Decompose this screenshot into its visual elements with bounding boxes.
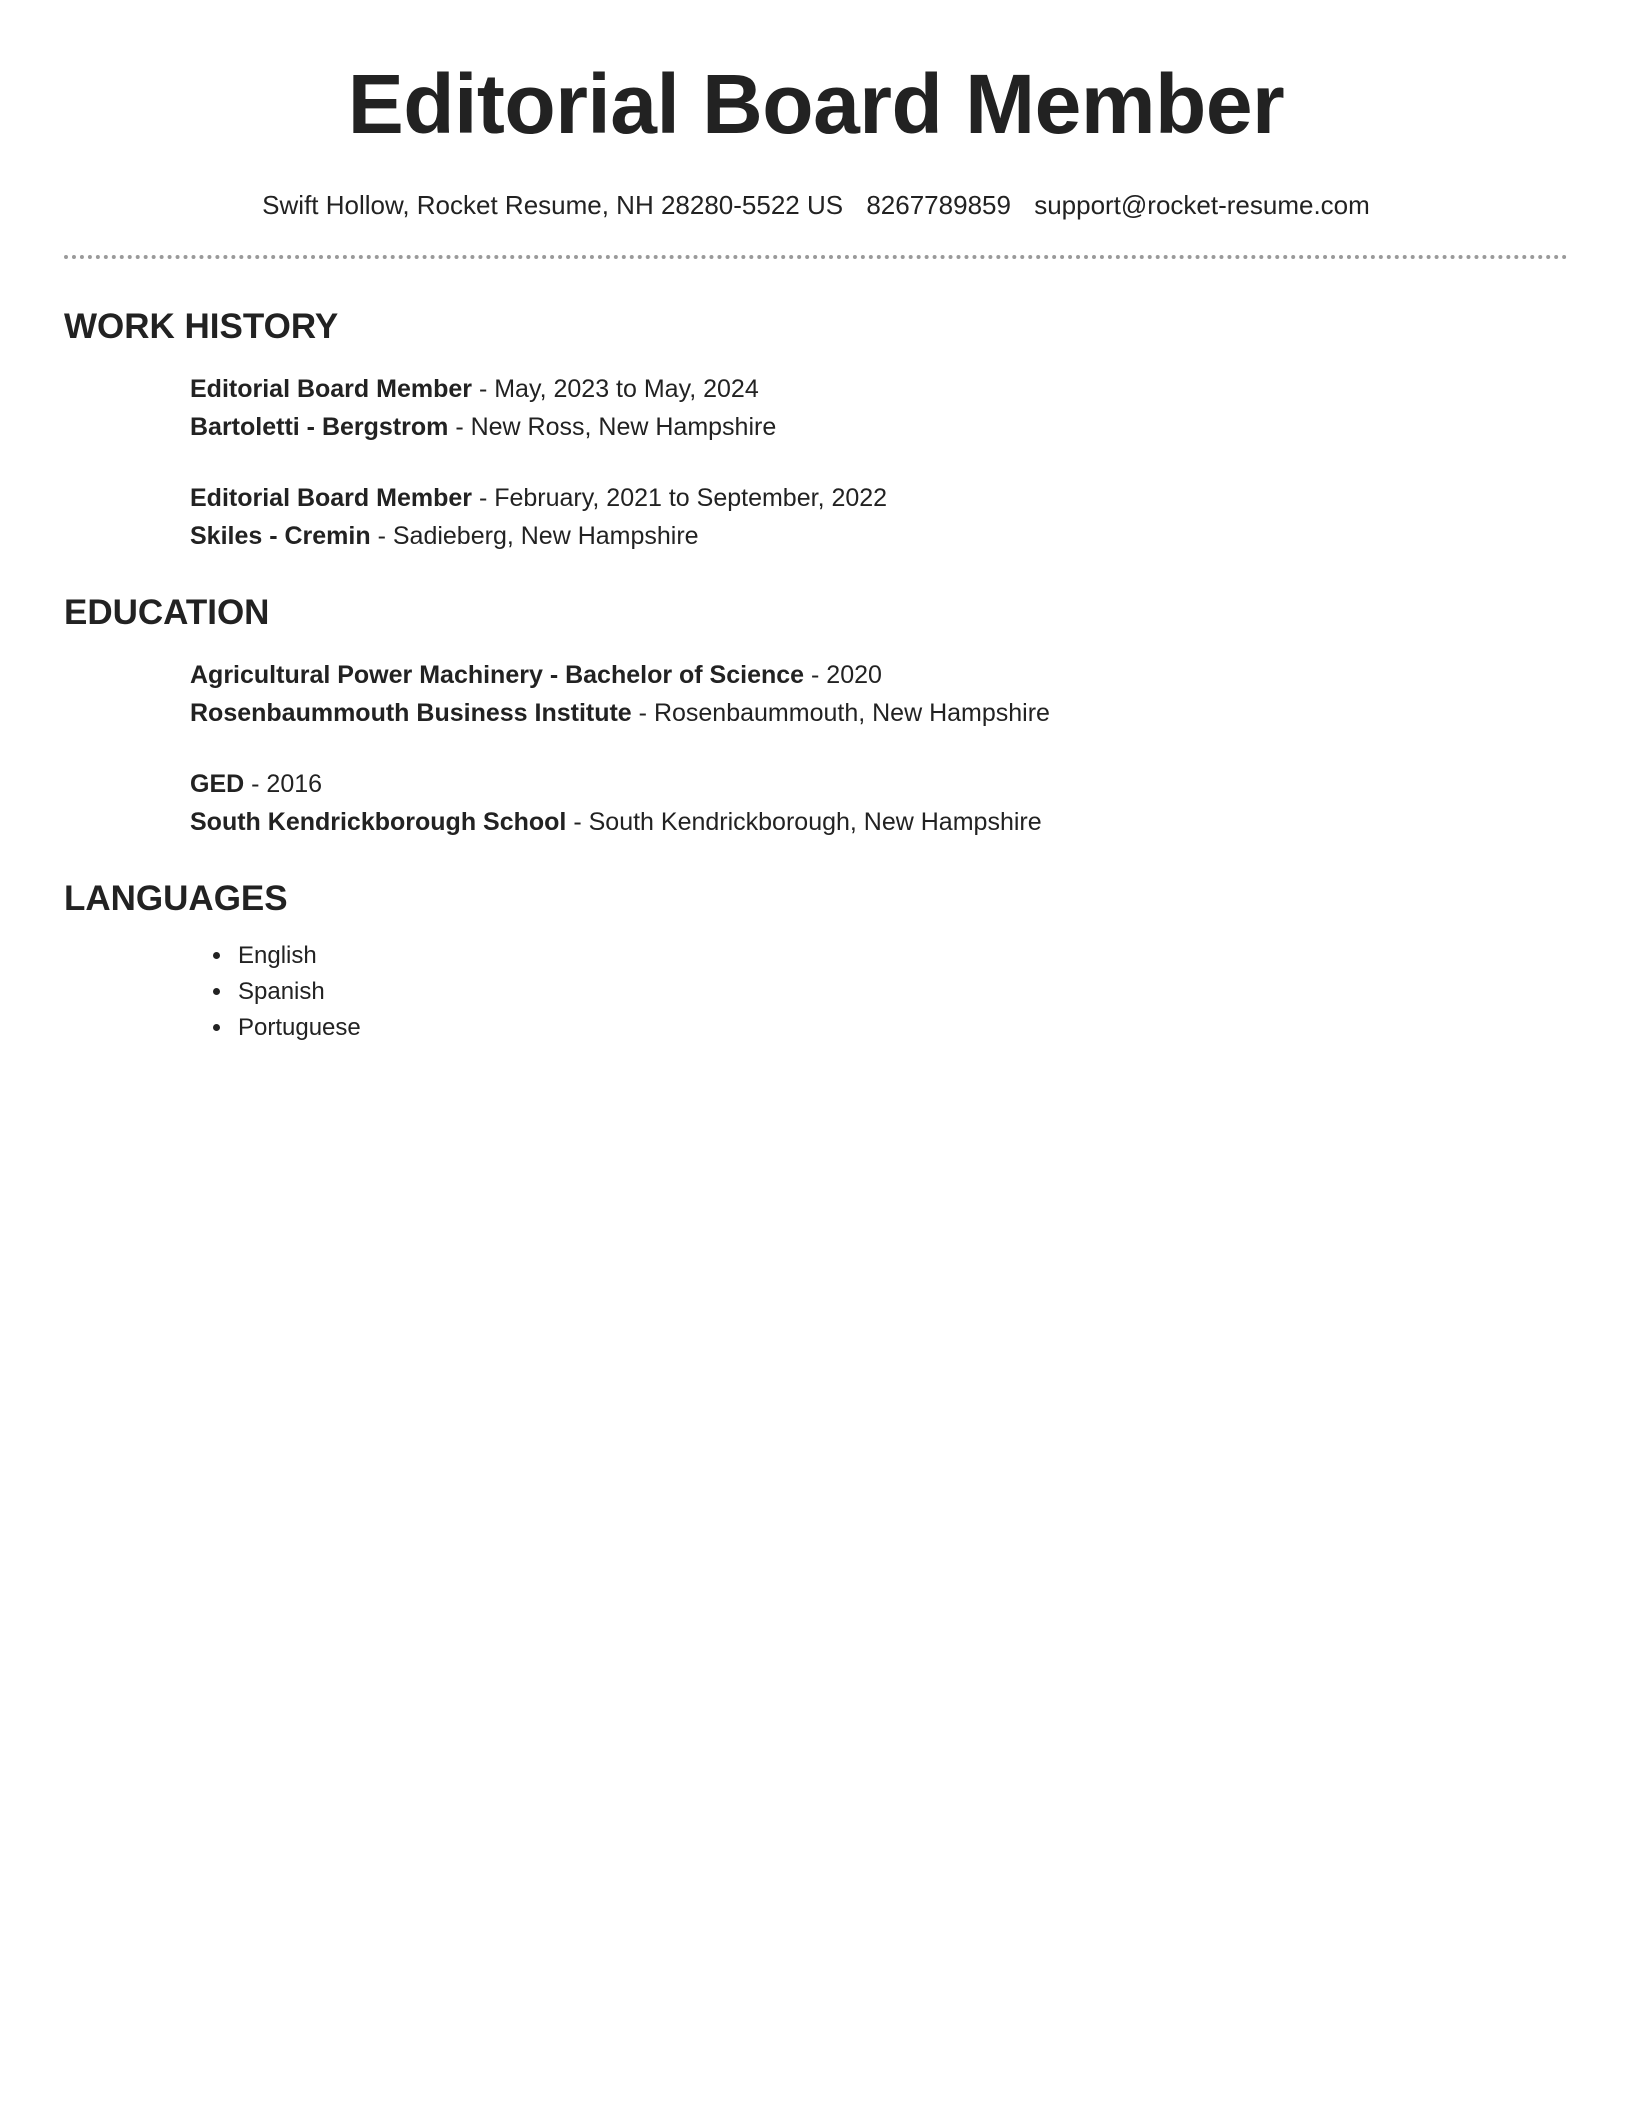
degree-name: GED: [190, 770, 245, 799]
degree-name: Agricultural Power Machinery - Bachelor of Science: [190, 661, 805, 690]
company-name: Skiles - Cremin: [190, 522, 371, 551]
job-title: Editorial Board Member: [190, 484, 472, 513]
header-divider: [64, 255, 1568, 259]
language-item: • English: [234, 938, 1568, 974]
language-item: • Spanish: [234, 974, 1568, 1010]
school-location: - Rosenbaummouth, New Hampshire: [638, 699, 1050, 728]
school-location: - South Kendrickborough, New Hampshire: [573, 808, 1042, 837]
contact-line: [64, 190, 1568, 221]
resume-name-title: Editorial Board Member: [347, 57, 1285, 151]
school-name: South Kendrickborough School: [190, 808, 567, 837]
degree-year: - 2020: [811, 661, 882, 690]
school-name: Rosenbaummouth Business Institute: [190, 699, 632, 728]
work-entry-title-line: [190, 370, 1568, 408]
education-entry: [190, 656, 1568, 732]
contact-email: support@rocket-resume.com: [1034, 190, 1370, 220]
company-location: - Sadieberg, New Hampshire: [377, 522, 699, 551]
work-entry: [190, 479, 1568, 555]
education-degree-line: [190, 765, 1568, 803]
education-degree-line: [190, 656, 1568, 694]
contact-phone: 8267789859: [866, 190, 1011, 220]
work-entry-title-line: [190, 479, 1568, 517]
work-entry: [190, 370, 1568, 446]
section-title-languages: LANGUAGES: [64, 879, 288, 919]
education-list: [190, 656, 1568, 841]
company-location: - New Ross, New Hampshire: [455, 413, 777, 442]
work-history-list: [190, 370, 1568, 555]
languages-list: [64, 938, 1568, 1046]
job-title: Editorial Board Member: [190, 375, 472, 404]
education-school-line: [190, 694, 1568, 732]
work-entry-company-line: [190, 517, 1568, 555]
education-entry: [190, 765, 1568, 841]
section-title-education: EDUCATION: [64, 593, 270, 633]
section-title-work-history: WORK HISTORY: [64, 307, 339, 347]
contact-address: Swift Hollow, Rocket Resume, NH 28280-5522 US: [262, 190, 844, 220]
job-dates: - February, 2021 to September, 2022: [478, 484, 888, 513]
education-school-line: [190, 803, 1568, 841]
language-item: • Portuguese: [234, 1010, 1568, 1046]
company-name: Bartoletti - Bergstrom: [190, 413, 449, 442]
job-dates: - May, 2023 to May, 2024: [478, 375, 759, 404]
work-entry-company-line: [190, 408, 1568, 446]
degree-year: - 2016: [251, 770, 323, 799]
